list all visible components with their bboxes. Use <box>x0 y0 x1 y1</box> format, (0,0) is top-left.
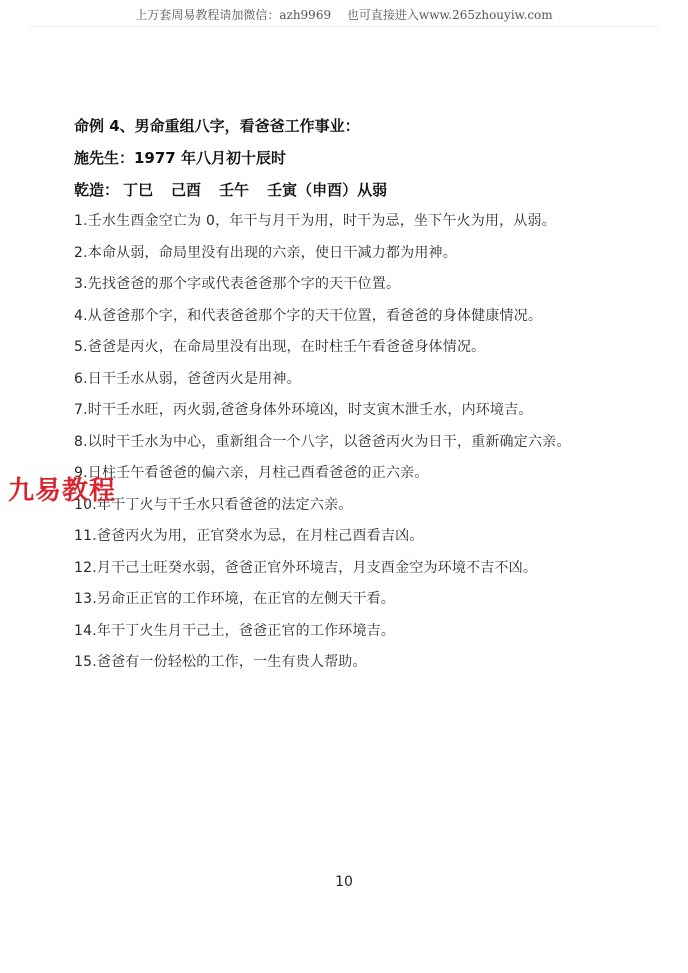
bazi-pillar: 己酉 <box>171 181 202 199</box>
list-item: 12.月干己土旺癸水弱，爸爸正官外环境吉，月支酉金空为环境不吉不凶。 <box>74 559 538 576</box>
list-item: 9.日柱壬午看爸爸的偏六亲，月柱己酉看爸爸的正六亲。 <box>74 465 429 481</box>
list-item: 10.年干丁火与干壬水只看爸爸的法定六亲。 <box>74 496 353 513</box>
header-divider <box>30 26 658 27</box>
list-item: 7.时干壬水旺，丙火弱,爸爸身体外环境凶，时支寅木泄壬水，内环境吉。 <box>74 402 533 418</box>
list-item: 14.年干丁火生月干己土，爸爸正官的工作环境吉。 <box>74 622 396 639</box>
analysis-list <box>74 210 604 683</box>
bazi-pillar: 丁巳 <box>123 181 154 199</box>
case-subject: 施先生：1977 年八月初十辰时 <box>74 149 286 167</box>
list-item: 11.爸爸丙火为用，正官癸水为忌，在月柱己酉看吉凶。 <box>74 528 424 544</box>
page-header <box>0 6 688 23</box>
list-item: 13.另命正正官的工作环境，在正官的左侧天干看。 <box>74 591 396 607</box>
watermark-logo: 九易教程 <box>8 476 117 506</box>
header-website-text: 也可直接进入www.265zhouyiw.com <box>346 8 553 22</box>
list-item: 5.爸爸是丙火，在命局里没有出现，在时柱壬午看爸爸身体情况。 <box>74 339 486 355</box>
bazi-line <box>74 180 405 200</box>
list-item: 8.以时干壬水为中心，重新组合一个八字，以爸爸丙火为日干，重新确定六亲。 <box>74 433 571 450</box>
case-title: 命例 4、男命重组八字，看爸爸工作事业： <box>74 117 360 135</box>
list-item: 2.本命从弱，命局里没有出现的六亲，使日干减力都为用神。 <box>74 244 457 261</box>
bazi-label: 乾造： <box>74 181 120 199</box>
bazi-pillar: 壬寅（申酉）从弱 <box>267 181 388 199</box>
list-item: 1.壬水生酉金空亡为 0，年干与月干为用，时干为忌，坐下午火为用，从弱。 <box>74 213 556 229</box>
list-item: 15.爸爸有一份轻松的工作，一生有贵人帮助。 <box>74 654 367 670</box>
header-wechat-text: 上万套周易教程请加微信：azh9969 <box>135 8 332 22</box>
page-number: 10 <box>335 874 353 890</box>
list-item: 6.日干壬水从弱，爸爸丙火是用神。 <box>74 370 301 387</box>
list-item: 4.从爸爸那个字，和代表爸爸那个字的天干位置，看爸爸的身体健康情况。 <box>74 307 543 324</box>
list-item: 3.先找爸爸的那个字或代表爸爸那个字的天干位置。 <box>74 276 401 292</box>
bazi-pillar: 壬午 <box>219 181 250 199</box>
